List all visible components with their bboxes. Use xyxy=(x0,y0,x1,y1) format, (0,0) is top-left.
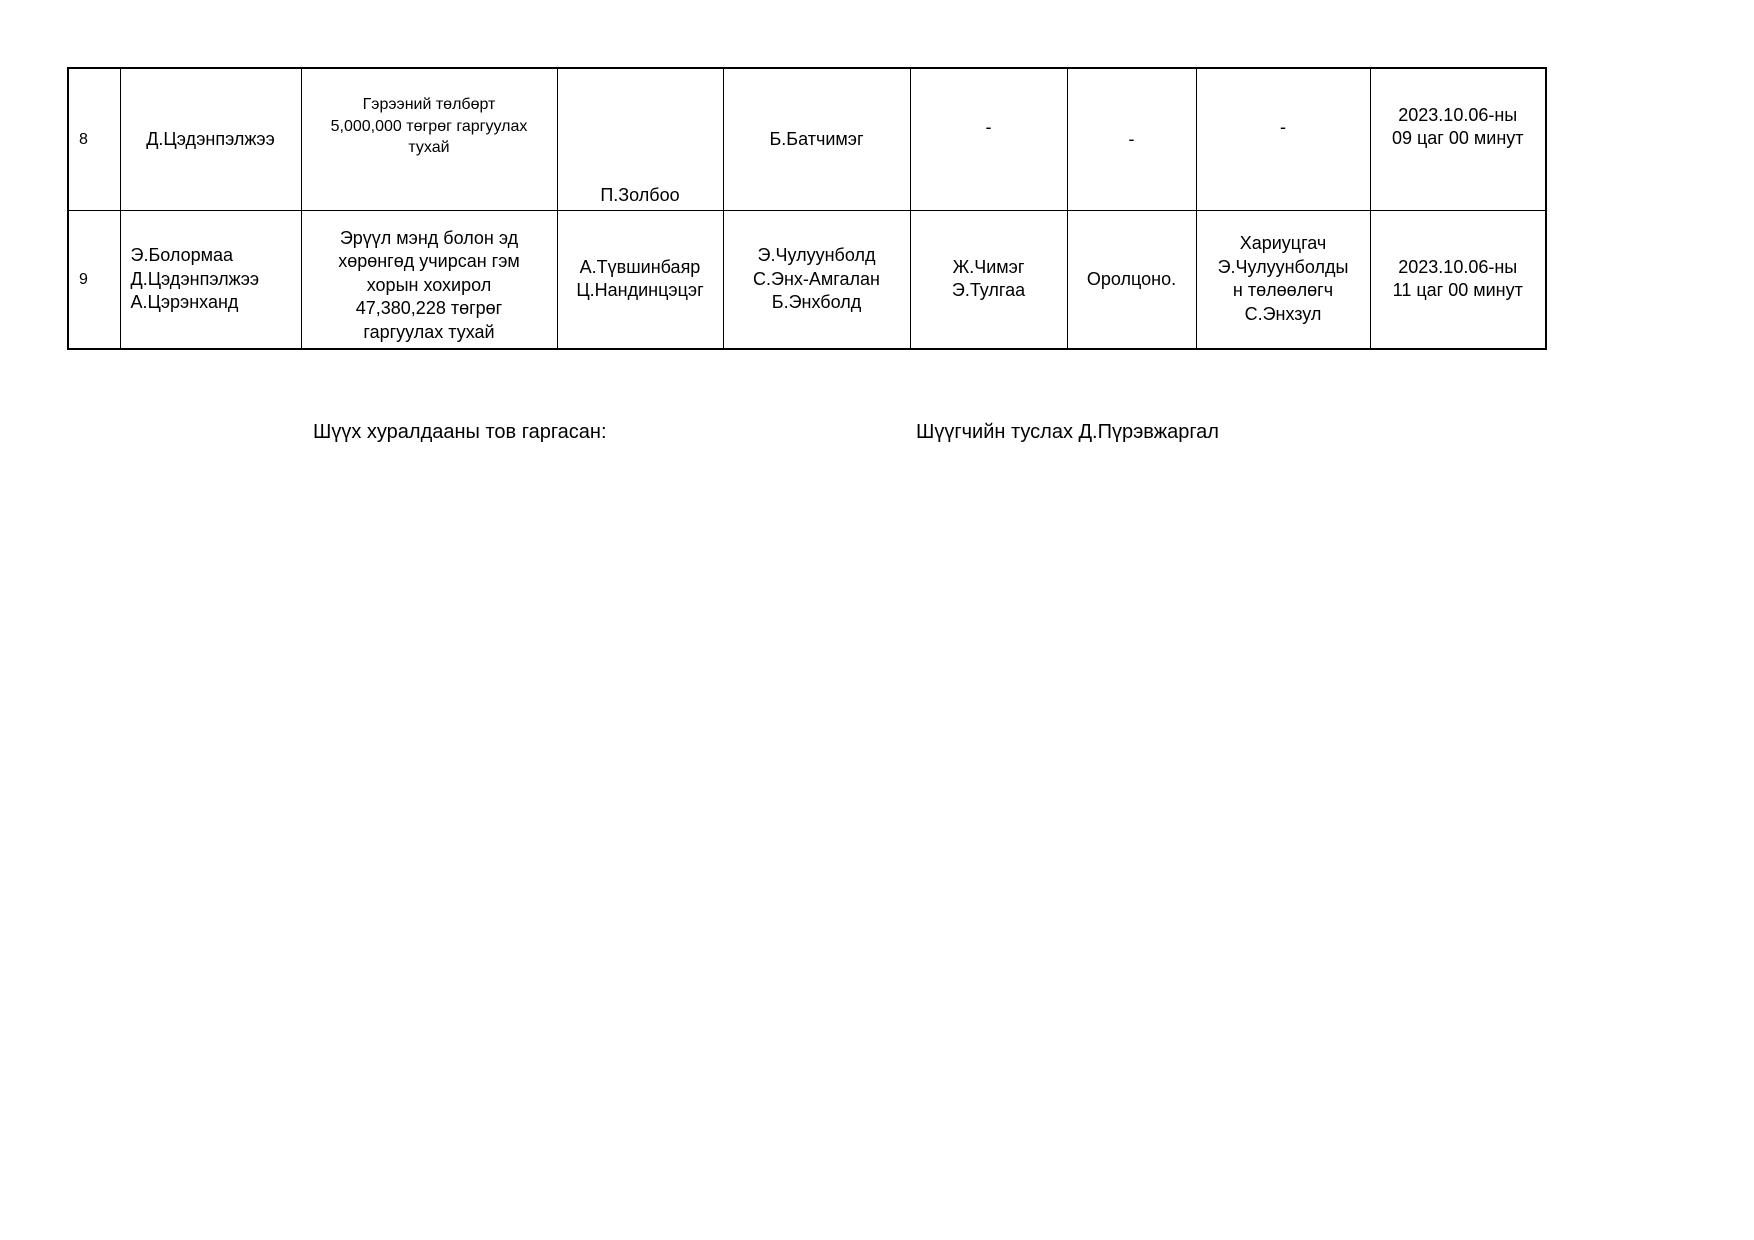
claim-line: хөрөнгөд учирсан гэм xyxy=(338,251,520,271)
case-number: 8 xyxy=(68,68,120,210)
participant-name: Э.Болормаа xyxy=(130,245,233,265)
judge-name: Б.Батчимэг xyxy=(769,128,864,149)
judge-name: Б.Энхболд xyxy=(771,292,862,312)
claim-line: 5,000,000 төгрөг гаргуулах xyxy=(330,117,528,135)
representatives-cell xyxy=(557,210,723,349)
hearing-time-line: 11 цаг 00 минут xyxy=(1392,280,1523,301)
case-number: 9 xyxy=(68,210,120,349)
claim-cell xyxy=(301,68,557,210)
other-participant: Хариуцгач xyxy=(1239,233,1327,254)
claim-line: Гэрээний төлбөрт xyxy=(362,96,496,113)
representatives-cell xyxy=(557,68,723,210)
other-participants-cell xyxy=(1196,210,1370,349)
prosecutor-cell xyxy=(1067,68,1196,210)
judge-name: С.Энх-Амгалан xyxy=(753,268,880,289)
claim-cell xyxy=(301,210,557,349)
other-participant: Э.Чулуунболды xyxy=(1217,256,1349,277)
judge-name: Э.Чулуунболд xyxy=(757,245,876,265)
participant-name: Д.Цэдэнпэлжээ xyxy=(130,268,260,289)
hearing-time-cell xyxy=(1370,210,1546,349)
claim-line: Эрүүл мэнд болон эд xyxy=(339,227,519,248)
assessor-name: Ж.Чимэг xyxy=(952,256,1025,277)
claim-line: гаргуулах тухай xyxy=(363,321,495,342)
assessor-name: Э.Тулгаа xyxy=(951,280,1026,301)
claim-line: тухай xyxy=(408,139,450,156)
hearing-schedule-table xyxy=(67,67,1547,350)
other-participant: - xyxy=(1280,116,1286,137)
judges-cell xyxy=(723,68,910,210)
hearing-time-line: 2023.10.06-ны xyxy=(1398,104,1518,125)
assessors-cell xyxy=(910,68,1067,210)
hearing-time-cell xyxy=(1370,68,1546,210)
table-row xyxy=(68,210,1546,349)
assessor-name: - xyxy=(985,116,992,137)
prosecutor-cell xyxy=(1067,210,1196,349)
schedule-prepared-by-label: Шүүх хуралдааны тов гаргасан: xyxy=(313,421,607,443)
representative-name: Ц.Нандинцэцэг xyxy=(576,280,704,301)
judge-assistant-signature: Шүүгчийн туслах Д.Пүрэвжаргал xyxy=(916,421,1219,443)
other-participant: С.Энхзул xyxy=(1244,303,1322,324)
participants-cell xyxy=(120,210,301,349)
table-row xyxy=(68,68,1546,210)
other-participant: н төлөөлөгч xyxy=(1232,280,1334,301)
other-participants-cell xyxy=(1196,68,1370,210)
assessors-cell xyxy=(910,210,1067,349)
participants-cell xyxy=(120,68,301,210)
participant-name: Д.Цэдэнпэлжээ xyxy=(146,128,275,149)
hearing-time-line: 2023.10.06-ны xyxy=(1398,256,1518,277)
representative-name: П.Золбоо xyxy=(600,185,680,205)
claim-line: хорын хохирол xyxy=(366,274,492,295)
judges-cell xyxy=(723,210,910,349)
hearing-time-line: 09 цаг 00 минут xyxy=(1391,128,1524,149)
participant-name: А.Цэрэнханд xyxy=(130,292,239,312)
prosecutor-value: - xyxy=(1128,128,1135,149)
representative-name: А.Түвшинбаяр xyxy=(579,256,701,277)
claim-line: 47,380,228 төгрөг xyxy=(355,298,503,318)
prosecutor-value: Оролцоно. xyxy=(1086,268,1177,289)
